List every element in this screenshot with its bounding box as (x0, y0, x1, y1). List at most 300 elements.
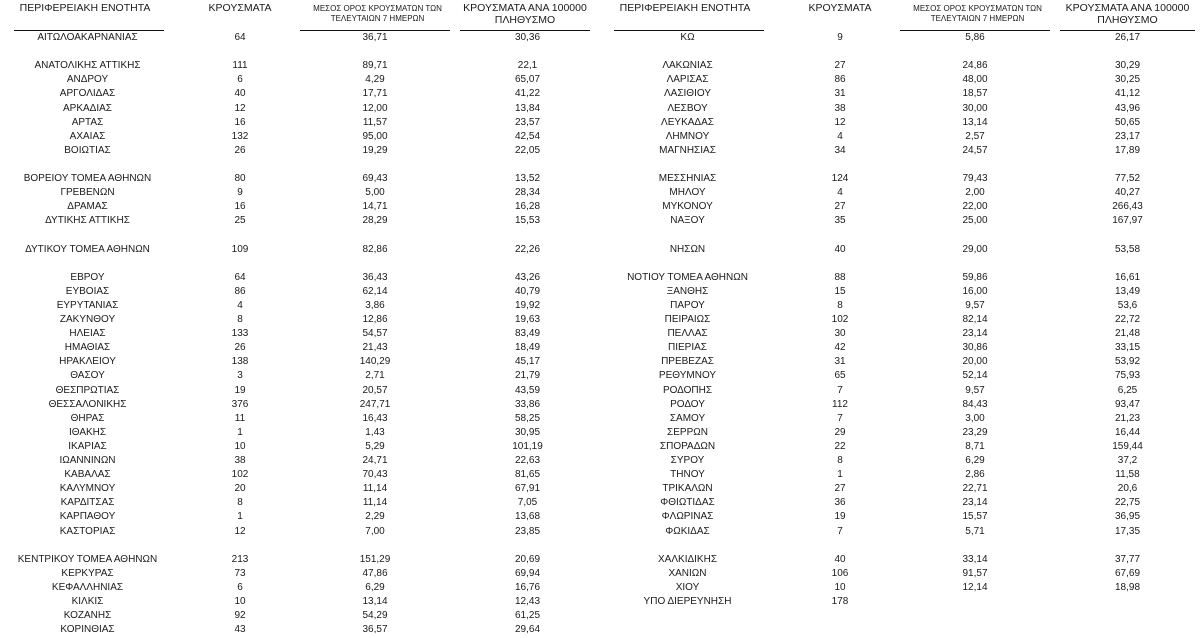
cell-area: ΚΑΛΥΜΝΟΥ (59, 483, 116, 495)
table-row (600, 581, 1200, 595)
header-per100k-line1: ΚΡΟΥΣΜΑΤΑ ΑΝΑ 100000 (1065, 2, 1190, 14)
table-row (600, 73, 1200, 87)
cell-avg: 247,71 (359, 398, 391, 410)
cell-avg: 54,57 (362, 328, 388, 340)
cell-per100k: 23,17 (1114, 130, 1141, 142)
cell-avg: 52,14 (962, 370, 988, 382)
cell-cases: 124 (831, 173, 849, 184)
cell-per100k: 23,57 (514, 116, 541, 128)
cell-area: ΠΑΡΟΥ (670, 299, 705, 311)
table-row (0, 116, 600, 130)
table-row (0, 581, 600, 595)
cell-area: ΛΑΚΩΝΙΑΣ (662, 60, 713, 72)
table-row (0, 299, 600, 313)
cell-per100k: 50,65 (1114, 116, 1141, 128)
cell-avg: 12,86 (362, 314, 388, 325)
header-per100k (460, 2, 590, 26)
table-row (600, 355, 1200, 369)
cell-cases: 7 (837, 412, 843, 424)
header-per100k-line2: ΠΛΗΘΥΣΜΟ (494, 14, 556, 26)
cell-per100k: 13,52 (514, 173, 541, 184)
cell-cases: 7 (837, 525, 843, 537)
cell-area: ΚΟΡΙΝΘΙΑΣ (60, 624, 115, 636)
cell-area: ΚΙΛΚΙΣ (71, 596, 104, 607)
cell-per100k: 22,75 (1114, 497, 1141, 509)
cell-avg: 54,29 (362, 610, 388, 622)
cell-per100k: 36,95 (1114, 511, 1141, 523)
table-row (600, 482, 1200, 496)
table-row (0, 45, 600, 59)
header-avg-line1: ΜΕΣΟΣ ΟΡΟΣ ΚΡΟΥΣΜΑΤΩΝ ΤΩΝ (313, 4, 442, 13)
cell-avg: 47,86 (362, 567, 388, 579)
cell-avg: 18,57 (962, 88, 988, 100)
cell-per100k: 19,63 (514, 314, 541, 325)
table-row (600, 45, 1200, 59)
table-row (600, 468, 1200, 482)
cell-cases: 35 (834, 215, 846, 227)
cell-per100k: 16,28 (514, 201, 541, 213)
cell-cases: 8 (837, 299, 843, 311)
table-row (0, 313, 600, 327)
cell-area: ΧΑΝΙΩΝ (668, 567, 707, 579)
table-row (600, 186, 1200, 200)
cell-avg: 89,71 (362, 60, 388, 72)
cell-per100k: 7,05 (517, 497, 538, 509)
cell-cases: 15 (834, 285, 846, 297)
cell-avg: 3,00 (965, 412, 985, 424)
cell-cases: 25 (234, 215, 246, 227)
cell-per100k: 37,77 (1114, 553, 1141, 565)
table-row (600, 116, 1200, 130)
cell-cases: 3 (237, 370, 243, 382)
cell-per100k: 18,98 (1114, 581, 1141, 593)
cell-avg: 11,14 (362, 483, 388, 495)
table-row (600, 412, 1200, 426)
cell-avg: 22,71 (962, 483, 988, 495)
cell-per100k: 53,6 (1117, 299, 1138, 311)
cell-per100k: 43,26 (514, 271, 541, 283)
header-cases: ΚΡΟΥΣΜΑΤΑ (808, 2, 872, 14)
cell-cases: 16 (234, 116, 246, 128)
table-row (0, 355, 600, 369)
cell-per100k: 40,79 (514, 285, 541, 297)
cell-avg: 2,57 (965, 130, 985, 142)
cell-avg: 13,14 (362, 596, 388, 607)
table-row (0, 369, 600, 383)
cell-per100k: 22,72 (1114, 314, 1141, 325)
table-row (600, 313, 1200, 327)
table-row (600, 31, 1200, 45)
table-row (0, 87, 600, 101)
cell-avg: 24,86 (962, 60, 988, 72)
cell-area: ΠΕΛΛΑΣ (667, 328, 708, 340)
table-row (600, 496, 1200, 510)
table-row (0, 271, 600, 285)
cell-cases: 19 (834, 511, 846, 523)
table-row (0, 482, 600, 496)
header-avg-line2: ΤΕΛΕΥΤΑΙΩΝ 7 ΗΜΕΡΩΝ (330, 14, 425, 23)
cell-avg: 95,00 (362, 130, 388, 142)
cell-avg: 17,71 (362, 88, 388, 100)
cell-per100k: 20,69 (514, 553, 541, 565)
cell-per100k: 16,76 (514, 581, 541, 593)
cell-cases: 16 (234, 201, 246, 213)
table-row (600, 257, 1200, 271)
table-row (0, 257, 600, 271)
cell-per100k: 23,85 (514, 525, 541, 537)
cell-avg: 19,29 (362, 144, 388, 156)
cell-cases: 31 (834, 356, 846, 368)
table-row (600, 440, 1200, 454)
cell-cases: 376 (231, 398, 249, 410)
cell-cases: 80 (234, 173, 246, 184)
table-row (600, 285, 1200, 299)
cell-per100k: 15,53 (514, 215, 541, 227)
cell-area: ΠΡΕΒΕΖΑΣ (661, 356, 714, 368)
cell-avg: 15,57 (962, 511, 988, 523)
header-avg (900, 4, 1055, 24)
cell-avg: 9,57 (965, 299, 985, 311)
cell-avg: 91,57 (962, 567, 988, 579)
cell-cases: 73 (234, 567, 246, 579)
cell-cases: 40 (834, 553, 846, 565)
table-row (600, 426, 1200, 440)
cell-avg: 1,43 (365, 426, 385, 438)
header-area: ΠΕΡΙΦΕΡΕΙΑΚΗ ΕΝΟΤΗΤΑ (19, 2, 151, 14)
cell-per100k: 93,47 (1114, 398, 1141, 410)
cell-per100k: 13,68 (514, 511, 541, 523)
cell-cases: 27 (834, 483, 846, 495)
cell-cases: 29 (834, 426, 846, 438)
cell-avg: 2,86 (965, 469, 985, 481)
cell-cases: 106 (831, 567, 849, 579)
cell-avg: 12,00 (362, 102, 388, 114)
cell-area: ΑΙΤΩΛΟΑΚΑΡΝΑΝΙΑΣ (37, 32, 138, 43)
cell-per100k: 13,84 (514, 102, 541, 114)
cell-area: ΠΙΕΡΙΑΣ (668, 342, 707, 354)
cell-per100k: 17,35 (1114, 525, 1141, 537)
cell-cases: 88 (834, 271, 846, 283)
table-row (600, 454, 1200, 468)
cell-area: ΡΟΔΟΠΗΣ (662, 384, 713, 396)
table-row (600, 369, 1200, 383)
cell-area: ΚΑΡΠΑΘΟΥ (59, 511, 116, 523)
cell-area: ΕΥΒΟΙΑΣ (65, 285, 110, 297)
cell-per100k: 22,26 (514, 243, 541, 255)
cell-per100k: 22,63 (514, 455, 541, 466)
table-row (0, 214, 600, 228)
header-per100k (1060, 2, 1195, 26)
cell-avg: 24,71 (362, 455, 388, 466)
cell-per100k: 67,91 (514, 483, 541, 495)
cell-avg: 16,00 (962, 285, 988, 297)
cell-per100k: 266,43 (1112, 201, 1143, 213)
cell-area: ΑΝΑΤΟΛΙΚΗΣ ΑΤΤΙΚΗΣ (34, 60, 141, 72)
cell-per100k: 53,92 (1114, 356, 1141, 368)
cell-area: ΑΡΓΟΛΙΔΑΣ (59, 88, 116, 100)
cell-avg: 6,29 (965, 455, 985, 466)
table-row (0, 200, 600, 214)
table-row (600, 553, 1200, 567)
table-row (0, 496, 600, 510)
cell-per100k: 69,94 (514, 567, 541, 579)
cell-area: ΧΙΟΥ (675, 581, 700, 593)
cell-cases: 6 (237, 74, 243, 86)
cell-avg: 4,29 (365, 74, 385, 86)
cell-per100k: 20,6 (1117, 483, 1138, 495)
cell-cases: 112 (832, 398, 848, 410)
cell-cases: 26 (234, 144, 246, 156)
table-row (600, 341, 1200, 355)
cell-area: ΚΕΡΚΥΡΑΣ (61, 567, 114, 579)
cell-area: ΗΜΑΘΙΑΣ (64, 342, 111, 354)
cell-area: ΔΥΤΙΚΗΣ ΑΤΤΙΚΗΣ (45, 215, 130, 227)
cell-per100k: 33,15 (1114, 342, 1141, 354)
cell-area: ΛΕΣΒΟΥ (667, 102, 708, 114)
cell-per100k: 30,29 (1114, 60, 1141, 72)
table-row (600, 144, 1200, 158)
cell-area: ΑΡΤΑΣ (71, 116, 104, 128)
cell-cases: 12 (234, 102, 246, 114)
table-row (600, 243, 1200, 257)
cell-per100k: 16,44 (1114, 426, 1141, 438)
cell-cases: 27 (834, 201, 846, 213)
table-row (0, 73, 600, 87)
cell-cases: 8 (237, 497, 243, 509)
cell-cases: 1 (237, 511, 243, 523)
cell-area: ΔΡΑΜΑΣ (67, 201, 108, 213)
table-row (600, 567, 1200, 581)
cell-area: ΙΩΑΝΝΙΝΩΝ (59, 455, 116, 466)
cell-area: ΝΑΞΟΥ (670, 215, 705, 227)
cell-per100k: 65,07 (514, 74, 541, 86)
cell-cases: 42 (834, 342, 846, 354)
header-area: ΠΕΡΙΦΕΡΕΙΑΚΗ ΕΝΟΤΗΤΑ (619, 2, 751, 14)
table-row (0, 130, 600, 144)
cell-avg: 5,71 (965, 525, 985, 537)
cell-per100k: 167,97 (1112, 215, 1143, 227)
cell-area: ΛΕΥΚΑΔΑΣ (661, 116, 714, 128)
cell-avg: 36,43 (362, 271, 388, 283)
cell-cases: 43 (234, 624, 246, 636)
cell-area: ΣΑΜΟΥ (669, 412, 706, 424)
cell-per100k: 159,44 (1112, 440, 1143, 452)
cell-area: ΜΑΓΝΗΣΙΑΣ (659, 144, 716, 156)
cell-area: ΜΗΛΟΥ (669, 187, 706, 199)
cell-area: ΒΟΙΩΤΙΑΣ (64, 144, 111, 156)
cell-area: ΔΥΤΙΚΟΥ ΤΟΜΕΑ ΑΘΗΝΩΝ (25, 243, 150, 255)
cell-cases: 86 (834, 74, 846, 86)
cell-cases: 9 (837, 32, 843, 43)
cell-cases: 36 (834, 497, 846, 509)
table-row (600, 398, 1200, 412)
cell-area: ΦΩΚΙΔΑΣ (665, 525, 710, 537)
cell-per100k: 83,49 (514, 328, 541, 340)
cell-area: ΛΑΡΙΣΑΣ (666, 74, 709, 86)
cell-area: ΦΘΙΩΤΙΔΑΣ (660, 497, 715, 509)
cell-avg: 23,29 (962, 426, 988, 438)
cell-cases: 64 (234, 32, 246, 43)
table-row (0, 440, 600, 454)
cell-area: ΣΥΡΟΥ (670, 455, 705, 466)
cell-cases: 20 (234, 483, 246, 495)
cell-area: ΝΗΣΩΝ (669, 243, 706, 255)
cell-per100k: 13,49 (1114, 285, 1141, 297)
table-row (0, 102, 600, 116)
cell-avg: 82,14 (962, 314, 988, 325)
cell-cases: 4 (837, 187, 843, 199)
cell-avg: 8,71 (965, 440, 985, 452)
cell-avg: 36,57 (362, 624, 388, 636)
cell-avg: 21,43 (362, 342, 388, 354)
table-row (600, 130, 1200, 144)
cell-per100k: 33,86 (514, 398, 541, 410)
cell-avg: 5,86 (965, 32, 985, 43)
cell-area: ΘΗΡΑΣ (70, 412, 105, 424)
cell-area: ΚΑΡΔΙΤΣΑΣ (60, 497, 115, 509)
cell-cases: 102 (831, 314, 849, 325)
cell-area: ΗΡΑΚΛΕΙΟΥ (59, 356, 116, 368)
cell-per100k: 42,54 (514, 130, 541, 142)
table-row (0, 59, 600, 73)
cell-area: ΑΡΚΑΔΙΑΣ (63, 102, 112, 114)
table-row (0, 454, 600, 468)
cell-area: ΝΟΤΙΟΥ ΤΟΜΕΑ ΑΘΗΝΩΝ (627, 271, 748, 283)
cell-cases: 4 (237, 299, 243, 311)
cell-area: ΖΑΚΥΝΘΟΥ (59, 314, 116, 325)
cell-area: ΡΟΔΟΥ (670, 398, 705, 410)
cell-per100k: 30,36 (514, 32, 541, 43)
cell-cases: 86 (234, 285, 246, 297)
cell-per100k: 30,25 (1114, 74, 1141, 86)
cell-area: ΡΕΘΥΜΝΟΥ (658, 370, 717, 382)
cell-avg: 6,29 (365, 581, 385, 593)
table-row (0, 228, 600, 242)
cell-avg: 24,57 (962, 144, 988, 156)
cell-avg: 2,00 (965, 187, 985, 199)
cell-cases: 38 (834, 102, 846, 114)
header-per100k-line1: ΚΡΟΥΣΜΑΤΑ ΑΝΑ 100000 (463, 2, 587, 14)
cell-area: ΕΥΡΥΤΑΝΙΑΣ (56, 299, 119, 311)
table-row (600, 510, 1200, 524)
cell-per100k: 40,27 (1114, 187, 1141, 199)
header-avg-line2: ΤΕΛΕΥΤΑΙΩΝ 7 ΗΜΕΡΩΝ (930, 14, 1025, 23)
cell-area: ΧΑΛΚΙΔΙΚΗΣ (658, 553, 717, 565)
cell-avg: 33,14 (962, 553, 988, 565)
cell-avg: 151,29 (359, 553, 391, 565)
cell-per100k: 22,05 (514, 144, 541, 156)
cell-cases: 8 (237, 314, 243, 325)
table-row (600, 214, 1200, 228)
cell-cases: 1 (237, 426, 243, 438)
cell-area: ΣΕΡΡΩΝ (667, 426, 708, 438)
header-avg (300, 4, 455, 24)
table-row (0, 285, 600, 299)
cell-avg: 84,43 (962, 398, 988, 410)
cell-cases: 65 (834, 370, 846, 382)
cell-cases: 22 (834, 440, 846, 452)
cell-area: ΗΛΕΙΑΣ (69, 328, 106, 340)
cell-avg: 29,00 (962, 243, 988, 255)
cell-cases: 132 (231, 130, 249, 142)
cell-avg: 3,86 (365, 299, 385, 311)
cell-avg: 23,14 (962, 328, 988, 340)
cell-avg: 5,00 (365, 187, 385, 199)
cell-cases: 8 (837, 455, 843, 466)
cell-avg: 25,00 (962, 215, 988, 227)
table-row (0, 398, 600, 412)
cell-per100k: 16,61 (1114, 271, 1141, 283)
cell-cases: 26 (234, 342, 246, 354)
table-row (0, 412, 600, 426)
cell-avg: 11,57 (362, 116, 388, 128)
cell-per100k: 45,17 (514, 356, 541, 368)
cell-area: ΚΑΒΑΛΑΣ (64, 469, 111, 481)
cell-avg: 13,14 (962, 116, 988, 128)
cell-per100k: 75,93 (1114, 370, 1141, 382)
cell-avg: 7,00 (365, 525, 385, 537)
cell-avg: 2,29 (365, 511, 385, 523)
cell-avg: 48,00 (962, 74, 988, 86)
cell-avg: 14,71 (362, 201, 388, 213)
cell-per100k: 61,25 (514, 610, 541, 622)
table-row (0, 186, 600, 200)
cell-cases: 178 (831, 596, 849, 607)
cell-area: ΛΗΜΝΟΥ (665, 130, 710, 142)
table-row (0, 595, 600, 609)
cell-area: ΕΒΡΟΥ (70, 271, 105, 283)
cell-avg: 28,29 (362, 215, 388, 227)
cell-per100k: 41,22 (514, 88, 541, 100)
cell-cases: 34 (834, 144, 846, 156)
cell-per100k: 11,58 (1115, 469, 1140, 481)
cell-area: ΓΡΕΒΕΝΩΝ (60, 187, 115, 199)
cell-cases: 30 (834, 328, 846, 340)
cell-cases: 92 (234, 610, 246, 622)
cell-per100k: 12,43 (514, 596, 541, 607)
cell-avg: 22,00 (962, 201, 988, 213)
cell-area: ΑΝΔΡΟΥ (66, 74, 109, 86)
table-row (600, 595, 1200, 609)
cell-cases: 4 (837, 130, 843, 142)
cell-per100k: 58,25 (514, 412, 541, 424)
table-row (600, 539, 1200, 553)
table-row (0, 158, 600, 172)
cell-area: ΠΕΙΡΑΙΩΣ (664, 314, 711, 325)
cell-cases: 7 (837, 384, 843, 396)
cell-cases: 27 (834, 60, 846, 72)
cell-area: ΘΑΣΟΥ (70, 370, 105, 382)
cell-cases: 12 (234, 525, 246, 537)
cell-per100k: 53,58 (1114, 243, 1141, 255)
table-row (0, 468, 600, 482)
table-row (0, 327, 600, 341)
cell-cases: 138 (231, 356, 249, 368)
cell-cases: 64 (234, 271, 246, 283)
cell-area: ΚΩ (680, 32, 695, 43)
cell-avg: 11,14 (362, 497, 388, 509)
cell-area: ΞΑΝΘΗΣ (666, 285, 709, 297)
table-row (600, 228, 1200, 242)
cell-area: ΚΕΦΑΛΛΗΝΙΑΣ (51, 581, 124, 593)
cell-avg: 30,86 (962, 342, 988, 354)
cell-cases: 102 (231, 469, 249, 481)
cell-avg: 140,29 (359, 356, 391, 368)
cell-cases: 133 (231, 328, 249, 340)
cell-cases: 38 (234, 455, 246, 466)
table-row (0, 384, 600, 398)
cell-cases: 40 (834, 243, 846, 255)
